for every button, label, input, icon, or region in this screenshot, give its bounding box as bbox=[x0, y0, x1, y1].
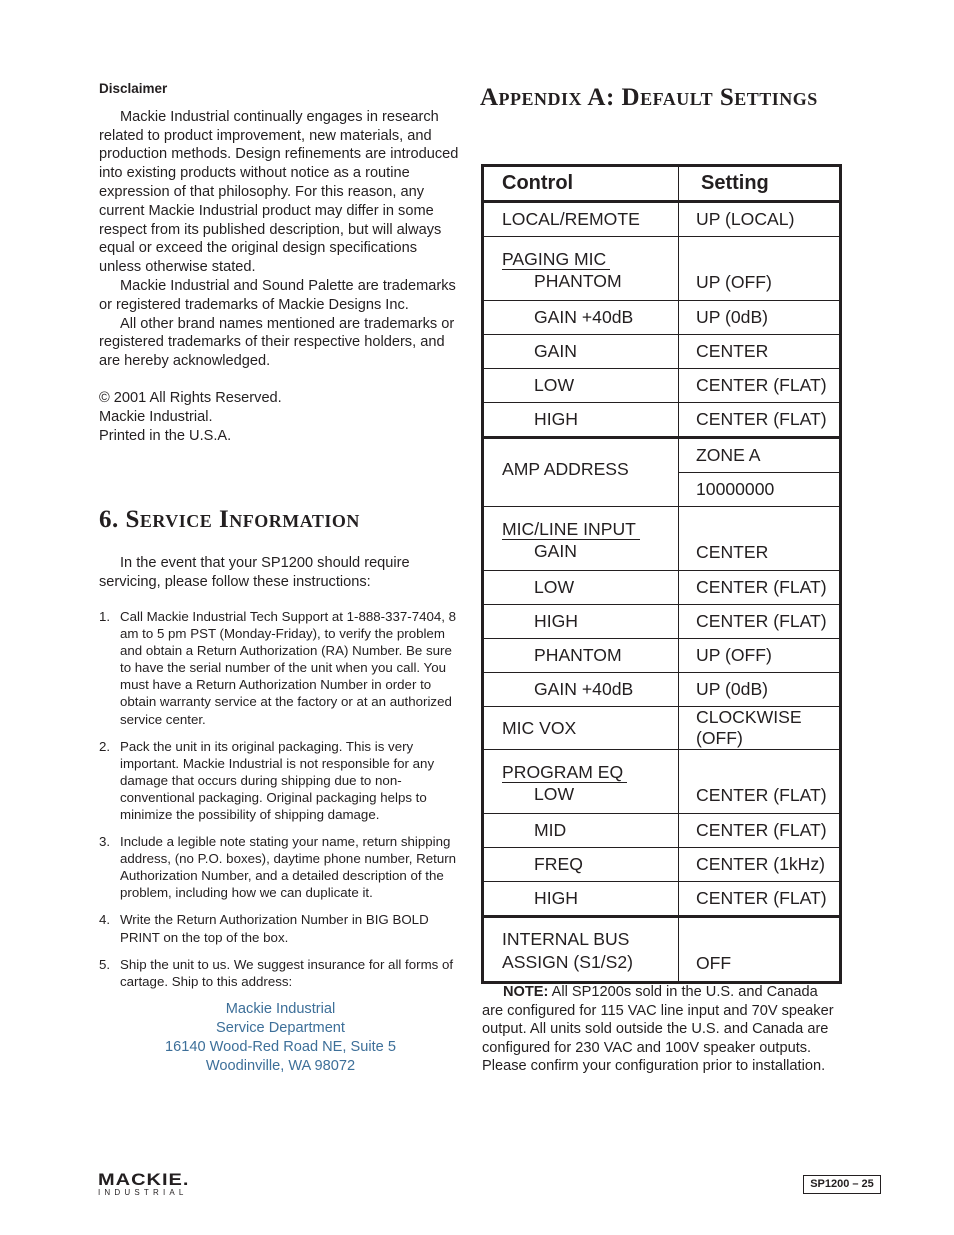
table-row bbox=[483, 707, 841, 750]
control-cell: LOCAL/REMOTE bbox=[483, 202, 679, 237]
setting-cell: CENTER (FLAT) bbox=[679, 369, 841, 403]
list-item bbox=[99, 911, 462, 945]
setting-cell: CENTER bbox=[679, 335, 841, 369]
table-row bbox=[483, 507, 841, 571]
table-row bbox=[483, 237, 841, 301]
mackie-industrial-logo bbox=[98, 1170, 212, 1197]
setting-cell: CENTER (FLAT) bbox=[679, 403, 841, 438]
table-row bbox=[483, 605, 841, 639]
setting-cell: ZONE A bbox=[679, 438, 841, 473]
control-label: LOW bbox=[534, 784, 575, 804]
disclaimer-paragraph: Mackie Industrial continually engages in research related to product improvement, new materials, and production methods. Design refinements are introduced into existing products without notice as a routine expression of that philosophy. For this reason, any current Mackie Industrial product may differ in some respect from its published description, but will always equal or exceed the original design specifications unless otherwise stated. bbox=[99, 108, 459, 276]
service-heading: 6. Service Information bbox=[99, 506, 360, 534]
control-label: INTERNAL BUS bbox=[502, 929, 630, 949]
control-cell bbox=[483, 639, 679, 673]
control-cell bbox=[483, 750, 679, 814]
table-row bbox=[483, 750, 841, 814]
brand-names-paragraph: All other brand names mentioned are trademarks or registered trademarks of their respective holders, and are hereby acknowledged. bbox=[99, 315, 455, 370]
list-item bbox=[99, 738, 462, 823]
table-row bbox=[483, 301, 841, 335]
header-setting: Setting bbox=[701, 172, 769, 194]
setting-cell: UP (0dB) bbox=[679, 673, 841, 707]
table-row bbox=[483, 882, 841, 917]
control-cell bbox=[483, 882, 679, 917]
control-label: LOW bbox=[534, 577, 575, 597]
note-text: All SP1200s sold in the U.S. and Canada are configured for 115 VAC line input and 70V speaker output. All units sold outside the U.S. and Canada are configured for 230 VAC and 100V speaker outputs. Please confirm your configuration prior to installation. bbox=[482, 984, 834, 1075]
control-cell bbox=[483, 335, 679, 369]
control-cell bbox=[483, 917, 679, 983]
control-cell bbox=[483, 814, 679, 848]
table-header-row bbox=[483, 166, 841, 202]
control-cell bbox=[483, 369, 679, 403]
setting-cell: UP (OFF) bbox=[679, 639, 841, 673]
configuration-note bbox=[482, 983, 842, 1076]
step-number: 4. bbox=[99, 912, 111, 928]
setting-cell: UP (0dB) bbox=[679, 301, 841, 335]
table-row bbox=[483, 571, 841, 605]
step-number: 3. bbox=[99, 834, 111, 850]
step-number: 2. bbox=[99, 738, 111, 754]
setting-cell: CENTER (FLAT) bbox=[679, 605, 841, 639]
setting-cell: CENTER (FLAT) bbox=[679, 814, 841, 848]
copyright-line: © 2001 All Rights Reserved. bbox=[99, 389, 282, 406]
control-label: PHANTOM bbox=[534, 271, 622, 291]
control-label: PHANTOM bbox=[534, 645, 622, 665]
table-row bbox=[483, 673, 841, 707]
setting-cell: CLOCKWISE (OFF) bbox=[679, 707, 841, 750]
table-row bbox=[483, 202, 841, 237]
control-label: GAIN bbox=[534, 341, 578, 361]
table-row bbox=[483, 917, 841, 983]
setting-cell: CENTER (1kHz) bbox=[679, 848, 841, 882]
control-cell bbox=[483, 237, 679, 301]
step-text: Pack the unit in its original packaging. This is very important. Mackie Industrial is not responsible for any damage that occurs during shipping due to non-conventional packaging. Original packaging helps to minimize the possibility of shipping damage. bbox=[120, 738, 435, 822]
page-number: SP1200 – 25 bbox=[803, 1175, 881, 1194]
logo-subtext: INDUSTRIAL bbox=[98, 1188, 188, 1197]
control-cell bbox=[483, 403, 679, 438]
control-label: LOW bbox=[534, 375, 575, 395]
table-row bbox=[483, 814, 841, 848]
company-line: Mackie Industrial. bbox=[99, 408, 213, 425]
ship-address bbox=[99, 1000, 462, 1076]
service-steps bbox=[99, 608, 462, 990]
control-cell bbox=[483, 848, 679, 882]
group-label: PAGING MIC bbox=[502, 249, 610, 270]
setting-cell: UP (LOCAL) bbox=[679, 202, 841, 237]
trademark-paragraph: Mackie Industrial and Sound Palette are trademarks or registered trademarks of Mackie Designs Inc. bbox=[99, 277, 456, 313]
address-line: Mackie Industrial bbox=[225, 1000, 336, 1017]
setting-cell: CENTER (FLAT) bbox=[679, 882, 841, 917]
control-cell: AMP ADDRESS bbox=[483, 438, 679, 507]
table-row bbox=[483, 848, 841, 882]
group-label: MIC/LINE INPUT bbox=[502, 519, 640, 540]
control-cell bbox=[483, 605, 679, 639]
control-label: GAIN bbox=[534, 541, 578, 561]
control-label: GAIN +40dB bbox=[534, 307, 634, 327]
list-item bbox=[99, 833, 462, 901]
table-row bbox=[483, 639, 841, 673]
control-cell bbox=[483, 301, 679, 335]
control-label: MID bbox=[534, 820, 567, 840]
address-line: 16140 Wood-Red Road NE, Suite 5 bbox=[165, 1038, 396, 1055]
control-label: GAIN +40dB bbox=[534, 679, 634, 699]
header-control: Control bbox=[483, 166, 679, 202]
control-label: HIGH bbox=[534, 611, 578, 631]
control-cell bbox=[483, 507, 679, 571]
setting-cell: CENTER (FLAT) bbox=[679, 571, 841, 605]
table-row bbox=[483, 369, 841, 403]
left-column bbox=[99, 80, 462, 1076]
control-cell bbox=[483, 571, 679, 605]
setting-cell: UP (OFF) bbox=[679, 237, 841, 301]
step-text: Ship the unit to us. We suggest insurance for all forms of cartage. Ship to this address: bbox=[120, 956, 454, 989]
table-row bbox=[483, 403, 841, 438]
setting-cell: CENTER bbox=[679, 507, 841, 571]
address-line: Service Department bbox=[216, 1019, 345, 1036]
control-cell: MIC VOX bbox=[483, 707, 679, 750]
printed-line: Printed in the U.S.A. bbox=[99, 427, 232, 444]
setting-cell: CENTER (FLAT) bbox=[679, 750, 841, 814]
control-cell bbox=[483, 673, 679, 707]
step-number: 5. bbox=[99, 956, 111, 972]
table-row bbox=[483, 335, 841, 369]
logo-wordmark: MACKIE. bbox=[98, 1170, 190, 1190]
step-text: Call Mackie Industrial Tech Support at 1-888-337-7404, 8 am to 5 pm PST (Monday-Friday), to verify the problem and obtain a Return Authorization (RA) Number. Be sure to have the serial number of the unit when you call. You must have a Return Authorization Number in order to obtain warranty service at the factory or at an authorized service center. bbox=[120, 608, 457, 727]
group-label: PROGRAM EQ bbox=[502, 762, 627, 783]
service-intro: In the event that your SP1200 should require servicing, please follow these instructions: bbox=[99, 555, 410, 591]
appendix-heading: Appendix A: Default Settings bbox=[480, 84, 818, 111]
default-settings-table bbox=[481, 164, 842, 984]
control-label: ASSIGN (S1/S2) bbox=[502, 952, 634, 972]
disclaimer-title: Disclaimer bbox=[99, 81, 168, 96]
control-label: FREQ bbox=[534, 854, 583, 874]
control-label: HIGH bbox=[534, 409, 578, 429]
address-line: Woodinville, WA 98072 bbox=[205, 1057, 356, 1074]
step-text: Include a legible note stating your name, return shipping address, (no P.O. boxes), daytime phone number, Return Authorization Number, and a detailed description of the problem, including how we can duplicate it. bbox=[120, 834, 457, 901]
table-row bbox=[483, 438, 841, 473]
list-item bbox=[99, 608, 462, 728]
control-label: HIGH bbox=[534, 888, 578, 908]
list-item bbox=[99, 956, 462, 990]
note-lead: NOTE: bbox=[503, 984, 549, 1000]
step-number: 1. bbox=[99, 608, 111, 624]
step-text: Write the Return Authorization Number in BIG BOLD PRINT on the top of the box. bbox=[120, 912, 429, 945]
setting-cell: 10000000 bbox=[679, 473, 841, 507]
setting-cell: OFF bbox=[679, 917, 841, 983]
